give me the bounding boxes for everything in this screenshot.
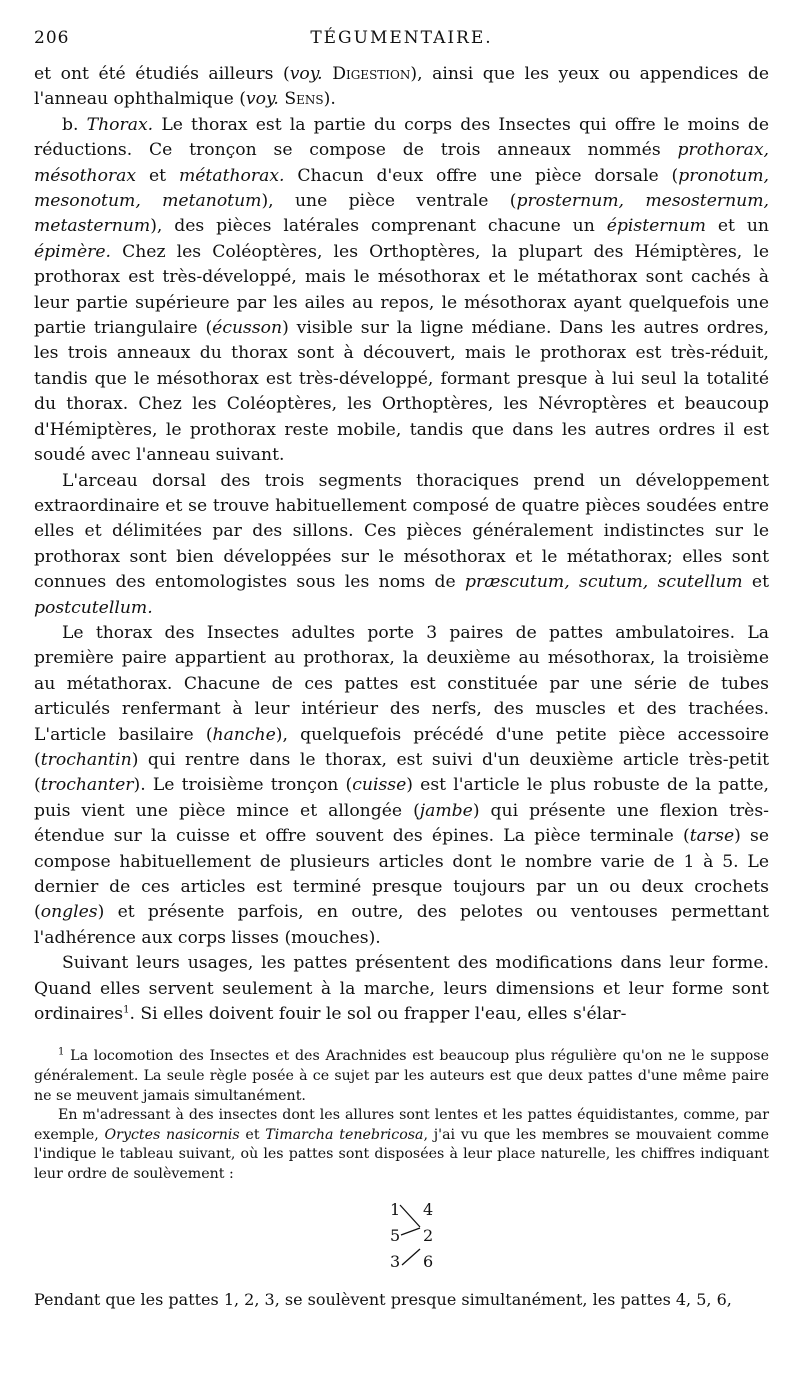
body-paragraph: L'arceau dorsal des trois segments thoraciques prend un développement extraordinaire et se trouve habituellement composé de quatre pièces soudées entre elles et délimitées par des sillons. Ces pièces généralement indistinctes sur le prothorax sont bien développées sur le mésothorax et le métathorax; elles sont connues des entomologistes sous les noms de præscutum, scutum, scutellum et postcutellum. xyxy=(34,470,770,618)
leg-right-3: 6 xyxy=(423,1251,434,1271)
body-paragraph: Suivant leurs usages, les pattes présentent des modifications dans leur forme. Quand elles servent seulement à la marche, leurs dimensions et leur forme sont ordinaires$^1$. Si elles doivent fouir le sol ou frapper l'eau, elles s'élar- xyxy=(34,953,769,1025)
stroke-5-to-2 xyxy=(401,1228,420,1235)
main-text xyxy=(34,62,769,1027)
running-header xyxy=(34,28,769,62)
page-number: 206 xyxy=(34,28,70,48)
stroke-1-to-2 xyxy=(400,1205,420,1227)
leg-order-diagram xyxy=(34,1197,769,1281)
book-page xyxy=(34,28,769,1327)
leg-right-2: 2 xyxy=(423,1225,434,1245)
footnote-paragraph: $^1$ La locomotion des Insectes et des Arachnides est beaucoup plus régulière qu'on ne le suppose généralement. La seule règle posée à ce sujet par les auteurs est que deux pattes d'une même paire ne se meuvent jamais simultanément. xyxy=(34,1046,769,1104)
running-title: TÉGUMENTAIRE. xyxy=(310,28,493,48)
leg-left-3: 3 xyxy=(390,1251,401,1271)
stroke-3-to-6 xyxy=(402,1249,420,1265)
continuation-line: Pendant que les pattes 1, 2, 3, se soulèvent presque simultanément, les pattes 4, 5, 6, xyxy=(34,1289,732,1309)
leg-order-figure xyxy=(34,1197,769,1281)
body-paragraph: et ont été étudiés ailleurs (voy. Digestion), ainsi que les yeux ou appendices de l'anneau ophthalmique (voy. Sens). xyxy=(34,64,770,110)
body-paragraph: Le thorax des Insectes adultes porte 3 paires de pattes ambulatoires. La première paire appartient au prothorax, la deuxième au mésothorax, la troisième au métathorax. Chacune de ces pattes est constituée par une série de tubes articulés renfermant à leur intérieur des nerfs, des muscles et des trachées. L'article basilaire (hanche), quelquefois précédé d'une petite pièce accessoire (trochantin) qui rentre dans le thorax, est suivi d'un deuxième article très-petit (trochanter). Le troisième tronçon (cuisse) est l'article le plus robuste de la patte, puis vient une pièce mince et allongée (jambe) qui présente une flexion très-étendue sur la cuisse et offre souvent des épines. La pièce terminale (tarse) se compose habituellement de plusieurs articles dont le nombre varie de 1 à 5. Le dernier de ces articles est terminé presque toujours par un ou deux crochets (ongles) et présente parfois, en outre, des pelotes ou ventouses permettant l'adhérence aux corps lisses (mouches). xyxy=(34,622,770,948)
footnote-paragraph: En m'adressant à des insectes dont les allures sont lentes et les pattes équidistantes, comme, par exemple, Oryctes nasicornis et Timarcha tenebricosa, j'ai vu que les membres se mouvaient comme l'indique le tableau suivant, où les pattes sont disposées à leur place naturelle, les chiffres indiquant leur ordre de soulèvement : xyxy=(34,1107,769,1182)
leg-left-1: 1 xyxy=(390,1199,401,1219)
leg-left-2: 5 xyxy=(390,1225,401,1245)
leg-right-1: 4 xyxy=(423,1199,434,1219)
footnotes xyxy=(34,1047,769,1184)
body-paragraph: b. Thorax. Le thorax est la partie du corps des Insectes qui offre le moins de réductions. Ce tronçon se compose de trois anneaux nommés prothorax, mésothorax et métathorax. Chacun d'eux offre une pièce dorsale (pronotum, mesonotum, metanotum), une pièce ventrale (prosternum, mesosternum, metasternum), des pièces latérales comprenant chacune un épisternum et un épimère. Chez les Coléoptères, les Orthoptères, la plupart des Hémiptères, le prothorax est très-développé, mais le mésothorax et le métathorax sont cachés à leur partie supérieure par les ailes au repos, le mésothorax ayant quelquefois une partie triangulaire (écusson) visible sur la ligne médiane. Dans les autres ordres, les trois anneaux du thorax sont à découvert, mais le prothorax est très-réduit, tandis que le mésothorax est très-développé, formant presque à lui seul la totalité du thorax. Chez les Coléoptères, les Orthoptères, les Névroptères et beaucoup d'Hémiptères, le prothorax reste mobile, tandis que dans les autres ordres il est soudé avec l'anneau suivant. xyxy=(34,114,770,466)
